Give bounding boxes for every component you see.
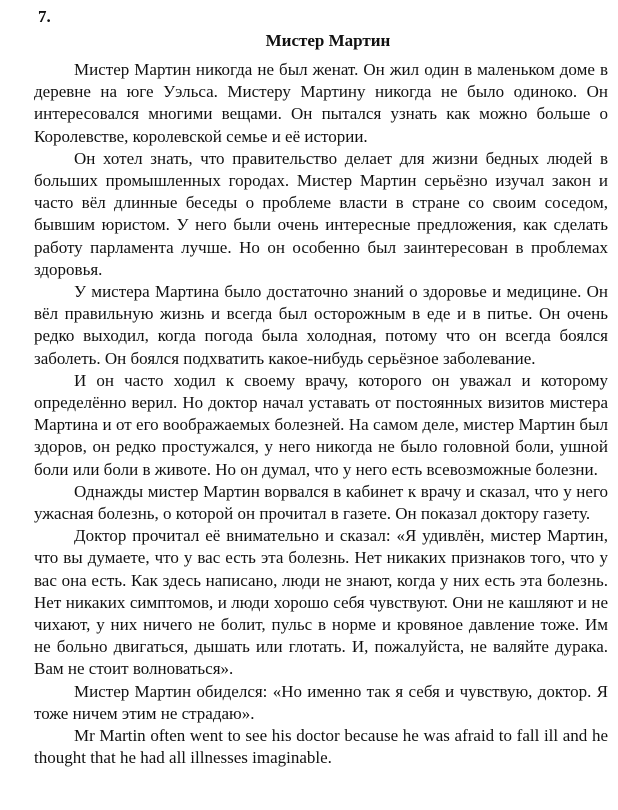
story-title: Мистер Мартин	[265, 31, 391, 50]
paragraph-3: У мистера Мартина было достаточно знаний о здоровье и медицине. Он вёл правильную жизнь и всегда был осторожным в еде и в питье. Он очень редко выходил, когда погода была холодная, потому что он всегда боялся заболеть. Он боялся подхватить какое-нибудь серьёзное заболевание.	[34, 282, 608, 368]
exercise-number: 7.	[38, 7, 51, 26]
paragraph-2: Он хотел знать, что правительство делает для жизни бедных людей в больших промышленных городах. Мистер Мартин серьёзно изучал закон и часто вёл длинные беседы о проблеме власти в стране со своим соседом, бывшим юристом. У него были очень интересные предложения, как сделать работу парламента лучше. Но он особенно был заинтересован в проблемах здоровья.	[34, 148, 608, 279]
paragraph-5: Однажды мистер Мартин ворвался в кабинет к врачу и сказал, что у него ужасная болезнь, о которой он прочитал в газете. Он показал доктору газету.	[34, 481, 608, 524]
paragraph-6: Доктор прочитал её внимательно и сказал: «Я удивлён, мистер Мартин, что вы думаете, что у вас есть эта болезнь. Нет никаких признаков того, что у вас она есть. Как здесь написано, люди не знают, когда у них есть эта болезнь. Нет никаких симптомов, и люди хорошо себя чувствуют. Они не кашляют и не чихают, у них ничего не болит, пульс в норме и кровяное давление тоже. Им не больно двигаться, дышать или глотать. И, пожалуйста, не валяйте дурака. Вам не стоит волноваться».	[34, 526, 608, 679]
paragraph-7: Мистер Мартин обиделся: «Но именно так я себя и чувствую, доктор. Я тоже ничем этим не страдаю».	[34, 681, 608, 723]
paragraph-4: И он часто ходил к своему врачу, которого он уважал и которому определённо верил. Но доктор начал уставать от постоянных визитов мистера Мартина и от его воображаемых болезней. На самом деле, мистер Мартин был здоров, он редко простужался, у него никогда не было головной боли, ушной боли или боли в животе. Но он думал, что у него есть всевозможные болезни.	[34, 370, 608, 479]
paragraph-1: Мистер Мартин никогда не был женат. Он жил один в маленьком доме в деревне на юге Уэльса. Мистеру Мартину никогда не было одиноко. Он интересовался многими вещами. Он пытался узнать как можно больше о Королевстве, королевской семье и её истории.	[34, 60, 608, 146]
paragraph-8-english-summary: Mr Martin often went to see his doctor because he was afraid to fall ill and he thought that he had all illnesses imaginable.	[34, 726, 608, 768]
